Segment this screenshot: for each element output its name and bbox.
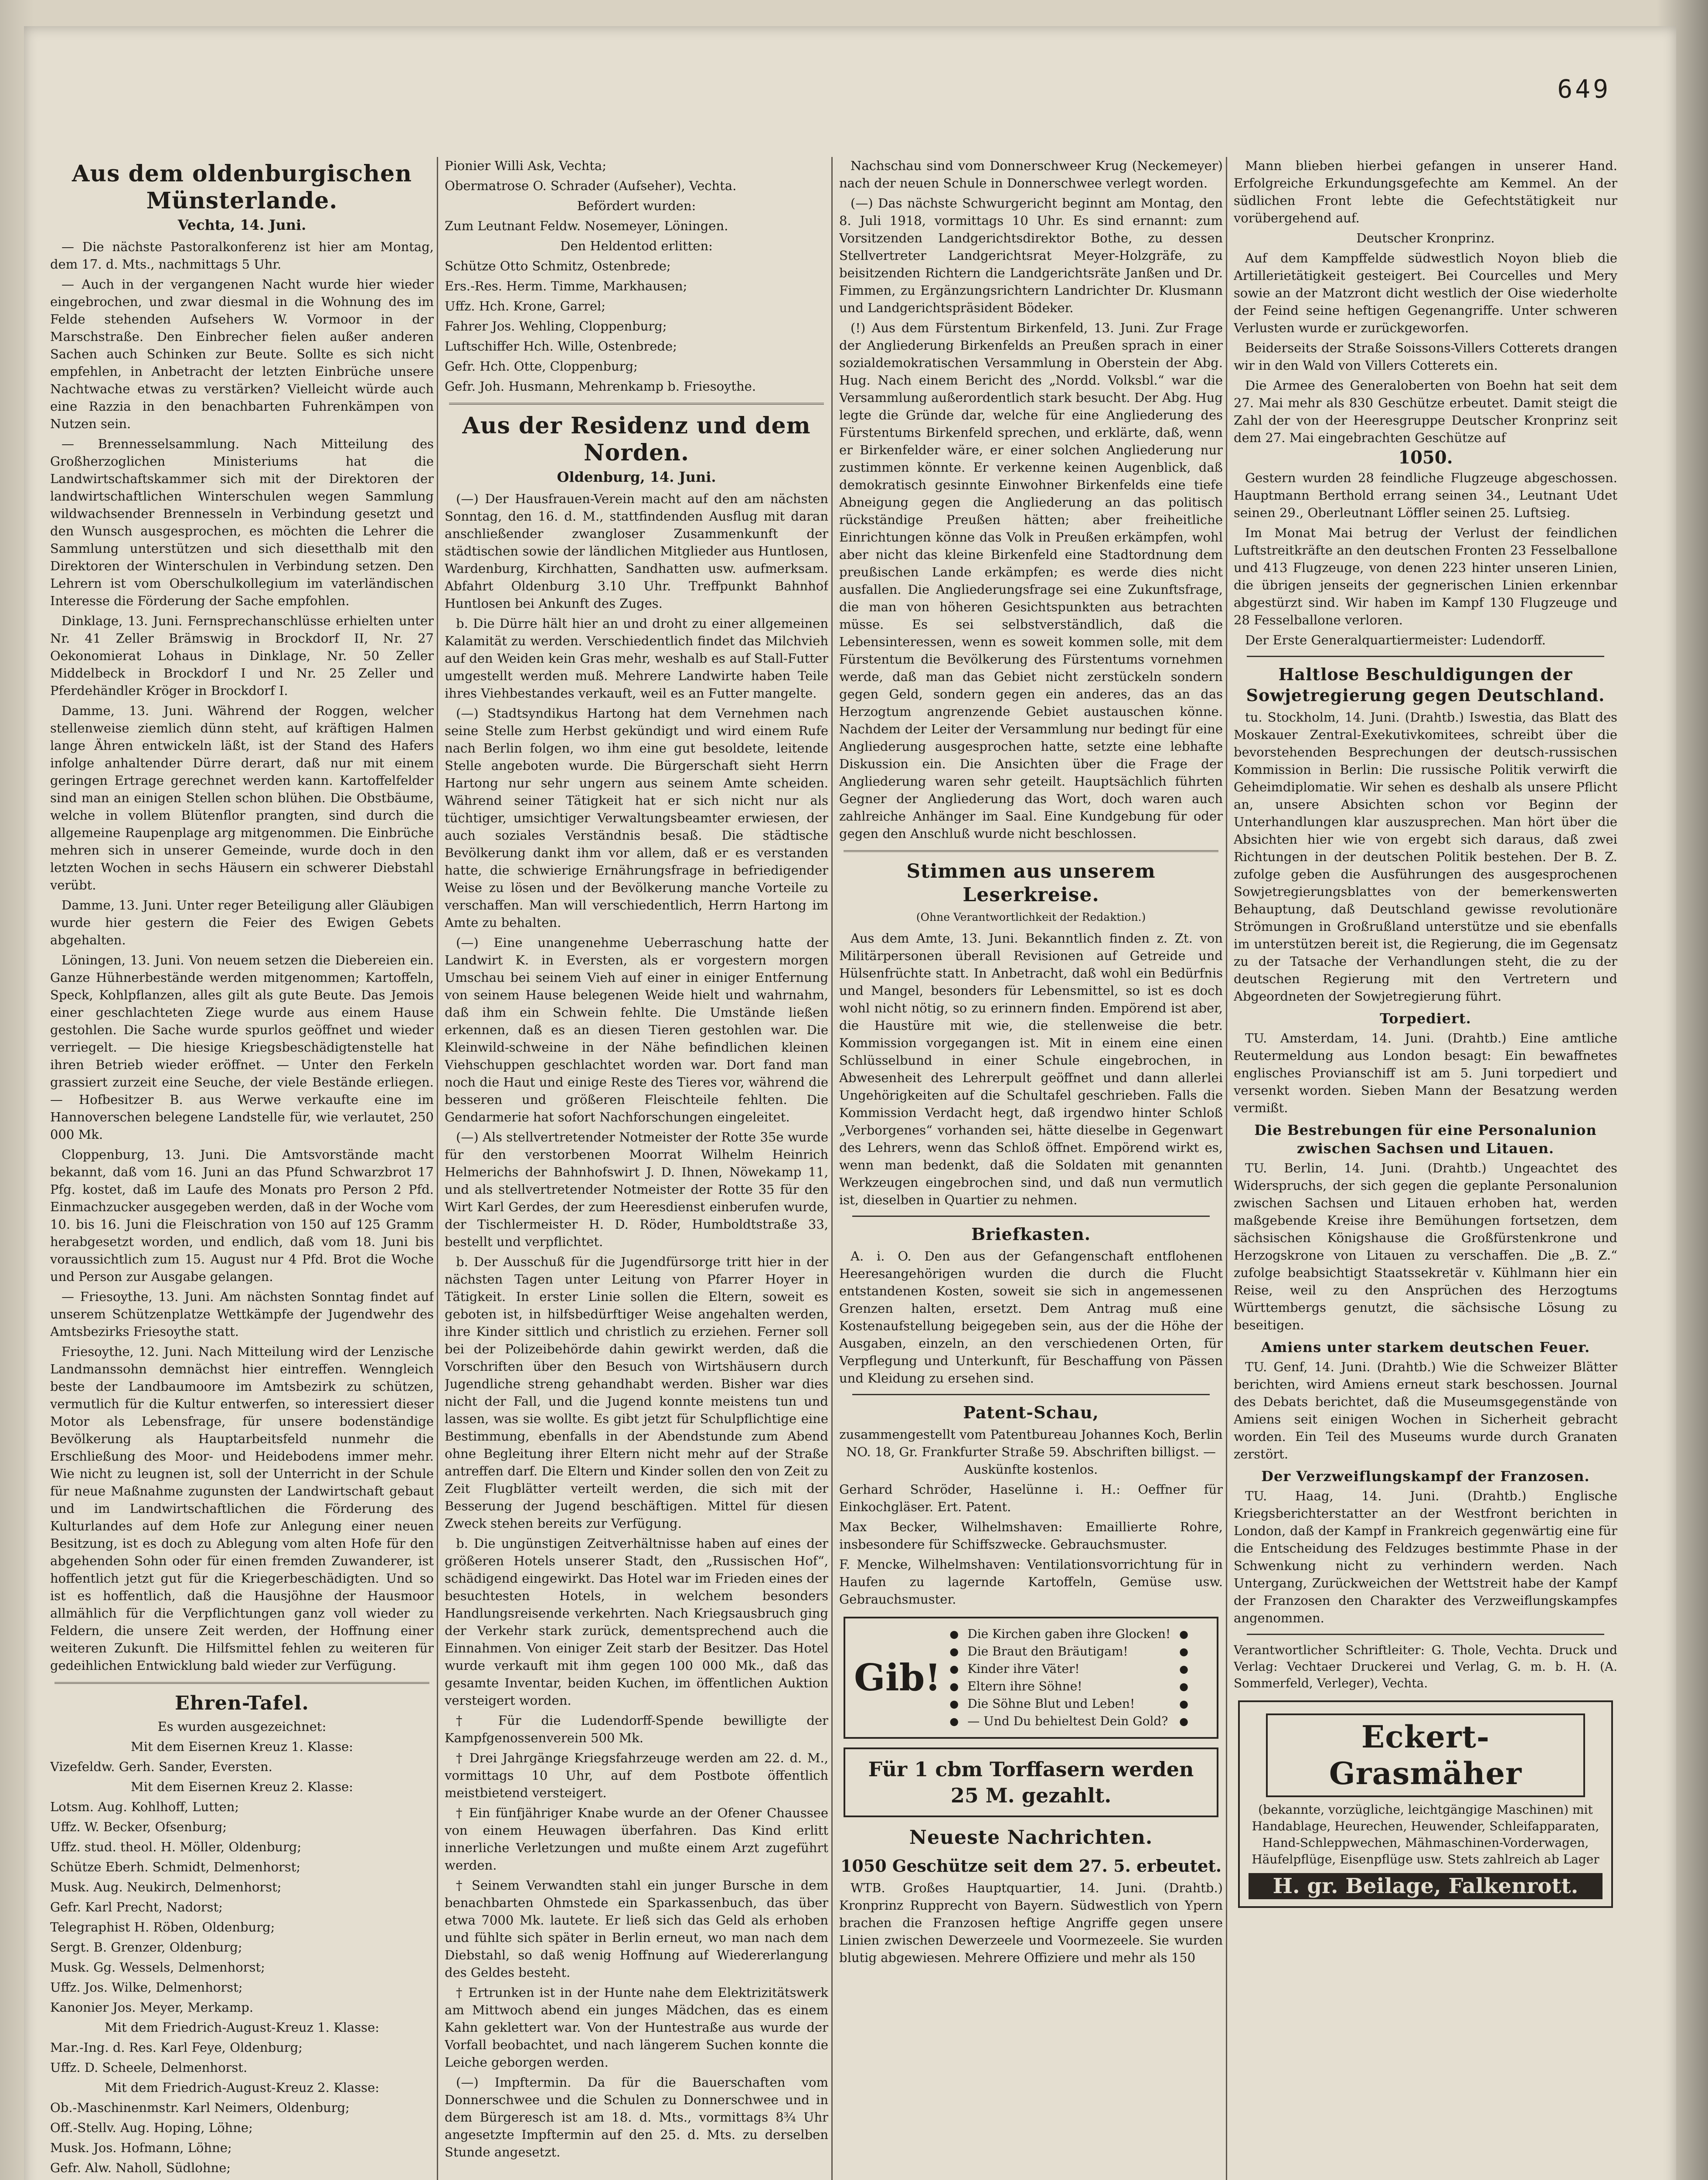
column-2 [445, 157, 828, 2180]
paragraph: Auf dem Kampffelde südwestlich Noyon blieb die Artillerietätigkeit gesteigert. Bei Courcelles und Mery sowie an der Matzront dicht westlich der Oise wiederholte der Feind seine heftigen Gegenangriffe. Unter schweren Verlusten wurde er zurückgeworfen. [1234, 251, 1617, 335]
paragraph: Mann blieben hierbei gefangen in unserer Hand. Erfolgreiche Erkundungsgefechte am Kemmel. An der südlichen Front lebte die Gefechtstätigkeit nur vorübergehend auf. [1234, 158, 1617, 225]
peat-notice: Für 1 cbm Torffasern werden 25 M. gezahlt. [844, 1747, 1218, 1817]
patent-heading: Patent-Schau, [963, 1403, 1099, 1422]
award-name: Obermatrose O. Schrader (Aufseher), Vechta. [445, 178, 737, 193]
paragraph: † Seinem Verwandten stahl ein junger Bursche in dem benachbarten Ohmstede ein Sparkassenbuch, das über etwa 7000 Mk. lautete. Er ließ sich das Geld als erhoben und fühlte sich später in Berlin erneut, wo man nach dem Diebstahl, so daß wenig Hoffnung auf Wiedererlangung des Geldes besteht. [445, 1878, 828, 1980]
impressum: Verantwortlicher Schriftleiter: G. Thole, Vechta. Druck und Verlag: Vechtaer Druckerei und Verlag, G. m. b. H. (A. Sommerfeld, Verleger), Vechta. [1234, 1643, 1617, 1690]
paragraph: TU. Berlin, 14. Juni. (Drahtb.) Ungeachtet des Widerspruchs, der sich gegen die geplante Personalunion zwischen Sachsen und Litauen erhoben hat, werden maßgebende Kreise ihre Bemühungen fortsetzen, dem sächsischen Königshause die Großfürstenkrone und Herzogskrone von Litauen zu verschaffen. Die „B. Z.“ zufolge beabsichtigt Staatssekretär v. Kühlmann hier ein Reise, weil zu den Ansprüchen des Herzogtums Württembergs genutzt, die sächsische Lösung zu beseitigen. [1234, 1161, 1617, 1332]
article-heading: Haltlose Beschuldigungen der Sowjetregierung gegen Deutschland. [1246, 664, 1605, 705]
death-title: Den Heldentod erlitten: [560, 238, 713, 253]
gib-title: Gib! [854, 1656, 941, 1699]
paragraph: Im Monat Mai betrug der Verlust der feindlichen Luftstreitkräfte an den deutschen Fronten 23 Fesselballone und 413 Flugzeuge, von denen 223 hinter unseren Linien, die übrigen jenseits der gegnerischen Linien erkennbar abgestürzt sind. Wir haben im Kampf 130 Flugzeuge und 28 Fesselballone verloren. [1234, 525, 1617, 627]
paragraph: Cloppenburg, 13. Juni. Die Amtsvorstände macht bekannt, daß vom 16. Juni an das Pfund Schwarzbrot 17 Pfg. kostet, daß im Laufe des Monats pro Person 2 Pfd. Einmachzucker ausgegeben werden, daß in der Woche vom 10. bis 16. Juni die Fleischration von 150 auf 125 Gramm herabgesetzt worden, und endlich, daß vom 18. Juni bis voraussichtlich zum 15. August nur 4 Pfd. Brot die Woche und Person zur Ausgabe gelangen. [50, 1147, 434, 1284]
paragraph: Die Armee des Generaloberten von Boehn hat seit dem 27. Mai mehr als 830 Geschütze erbeutet. Damit steigt die Zahl der von der Heeresgruppe Deutscher Kronprinz seit dem 27. Mai eingebrachten Geschütze auf [1234, 378, 1617, 445]
dateline: Vechta, 14. Juni. [177, 217, 306, 233]
ad-dealer: H. gr. Beilage, Falkenrott. [1249, 1873, 1603, 1899]
article-heading: Die Bestrebungen für eine Personalunion zwischen Sachsen und Litauen. [1254, 1122, 1597, 1157]
award-title: Mit dem Friedrich-August-Kreuz 2. Klasse: [105, 2080, 379, 2095]
award-name: Uffz. D. Scheele, Delmenhorst. [50, 2060, 248, 2075]
death-name: Fahrer Jos. Wehling, Cloppenburg; [445, 319, 667, 334]
paragraph: Beiderseits der Straße Soissons-Villers Cotterets drangen wir in den Wald von Villers Cotterets ein. [1234, 341, 1617, 373]
paragraph: (—) Das nächste Schwurgericht beginnt am Montag, den 8. Juli 1918, vormittags 10 Uhr. Es sind ernannt: zum Vorsitzenden Landgerichtsdirektor Bothe, zu dessen Stellvertreter Landgerichtsrat Meyer-Holzgräfe, zu beisitzenden Richtern die Landgerichtsräte Janßen und Dr. Fimmen, zu Ergänzungsrichtern Landrichter Dr. Klusmann und Landgerichtspräsident Bödeker. [839, 196, 1223, 315]
divider [844, 850, 1218, 852]
news-heading: Neueste Nachrichten. [909, 1826, 1153, 1849]
gib-line: Kinder ihre Väter! [967, 1662, 1080, 1676]
award-name: Sergt. B. Grenzer, Oldenburg; [50, 1940, 242, 1955]
paragraph: Nachschau sind vom Donnerschweer Krug (Neckemeyer) nach der neuen Schule in Donnerschwee verlegt worden. [839, 158, 1223, 191]
patent-entry: Max Becker, Wilhelmshaven: Emaillierte Rohre, insbesondere für Schiffszwecke. Gebrauchsmuster. [839, 1519, 1223, 1552]
paragraph: Damme, 13. Juni. Unter reger Beteiligung aller Gläubigen wurde hier gestern die Feier des Ewigen Gebets abgehalten. [50, 898, 434, 947]
ad-title: Eckert-Grasmäher [1266, 1713, 1585, 1797]
award-name: Uffz. W. Becker, Ofsenburg; [50, 1819, 227, 1834]
paragraph: (—) Als stellvertretender Notmeister der Rotte 35e wurde für den verstorbenen Moorrat Wilhelm Heinrich Helmerichs der Bahnhofswirt J. D. Ihnen, Nöwekamp 11, und als stellvertretender Notmeister der Rotte 35 für den Wirt Karl Gerdes, der zum Heeresdienst einberufen wurde, der Tischlermeister H. D. Röder, Humboldtstraße 33, bestellt und verpflichtet. [445, 1130, 828, 1249]
dot-border-icon: ● ● ● ● ● ● [1179, 1628, 1189, 1727]
award-name: Mar.-Ing. d. Res. Karl Feye, Oldenburg; [50, 2040, 303, 2055]
article-body [50, 238, 434, 1674]
divider [852, 1216, 1210, 1217]
paragraph: WTB. Großes Hauptquartier, 14. Juni. (Drahtb.) Kronprinz Rupprecht von Bayern. Südwestlich von Ypern brachen die Franzosen heftige Angriffe gegen unsere Linien zwischen Dewerzeele und Voormezeele. Sie wurden blutig abgewiesen. Mehrere Offiziere und mehr als 150 [839, 1880, 1223, 1965]
mailbox-heading: Briefkasten. [971, 1224, 1091, 1244]
advertisement [1238, 1700, 1613, 1908]
paragraph: (!) Aus dem Fürstentum Birkenfeld, 13. Juni. Zur Frage der Angliederung Birkenfelds an Preußen sprach in einer sozialdemokratischen Versammlung in Oberstein der Abg. Hug. Nach einem Bericht des „Nordd. Volksbl.“ war die Versammlung außerordentlich stark besucht. Der Abg. Hug legte die Gründe dar, welche für eine Angliederung des Fürstentums Birkenfeld sprechen, und erklärte, daß, wenn er Birkenfelder wäre, er einer solchen Angliederung nur zustimmen könnte. Er verkenne keinen Augenblick, daß demokratisch gesinnte Einwohner Birkenfelds eine tiefe Abneigung gegen die Angliederung an das politisch rückständige Preußen hätten; aber freiheitliche Einrichtungen könne das Volk in Preußen erkämpfen, wohl aber nicht das kleine Birkenfeld eine Stadtordnung dem preußischen Lande erkämpfen; es werde dies nicht ausfallen. Die Angliederungsfrage sei eine Zukunftsfrage, die man von höheren Gesichtspunkten aus betrachten müsse. Es sei selbstverständlich, daß die Lebensinteressen, wenn es soweit kommen solle, mit dem Fürstentum die Bevölkerung des Fürstentums vornehmen werde, daß man das Gebiet nicht zerstückeln sondern gegen Geld, sondern gegen ein anderes, das an das Herzogtum angrenzende Gebiet austauschen könne. Nachdem der Leiter der Versammlung nur bedingt für eine Angliederung ausgesprochen hatte, setzte eine lebhafte Diskussion ein. Die Ansichten über die Frage der Angliederung waren sehr geteilt. Hauptsächlich führten Gegner der Angliederung das Wort, doch waren auch zahlreiche Anhänger im Saal. Eine Kundgebung für oder gegen den Anschluß wurde nicht beschlossen. [839, 320, 1223, 841]
award-title: Mit dem Eisernen Kreuz 2. Klasse: [130, 1779, 354, 1794]
award-name: Schütze Eberh. Schmidt, Delmenhorst; [50, 1860, 301, 1874]
paragraph: A. i. O. Den aus der Gefangenschaft entflohenen Heeresangehörigen wurden die durch die Flucht entstandenen Kosten, soweit sie sich in angemessenen Grenzen halten, ersetzt. Dem Antrag muß eine Kostenaufstellung beigegeben sein, aus der die Höhe der Ausgaben, einzeln, an den verschiedenen Orten, für Verpflegung und Unterkunft, für Beschaffung von Pässen und Kleidung zu ersehen sind. [839, 1249, 1223, 1386]
honor-roll-intro: Es wurden ausgezeichnet: [157, 1719, 327, 1734]
paragraph: — Auch in der vergangenen Nacht wurde hier wieder eingebrochen, und zwar diesmal in die Wohnung des im Felde stehenden Aufsehers W. Vormoor in der Marschstraße. Den Einbrecher fielen außer anderen Sachen auch Schinken zur Beute. Sollte es sich nicht empfehlen, in Anbetracht der letzten Einbrüche unsere Nachtwache etwas zu verstärken? Vielleicht würde auch eine Razzia in den benachbarten Fuhrenkämpen von Nutzen sein. [50, 277, 434, 431]
award-name: Kanonier Jos. Meyer, Merkamp. [50, 2000, 254, 2015]
news-subheading: 1050 Geschütze seit dem 27. 5. erbeutet. [840, 1856, 1222, 1876]
award-name: Ob.-Maschinenmstr. Karl Neimers, Oldenburg; [50, 2100, 350, 2115]
paragraph: Aus dem Amte, 13. Juni. Bekanntlich finden z. Zt. von Militärpersonen überall Revisionen auf Getreide und Hülsenfrüchte statt. In Anbetracht, daß wohl ein Bedürfnis und Mangel, besonders für Lebensmittel, so ist es doch wohl nicht nötig, so zu erinnern finden. Empörend ist aber, die Haustüre mit wie, die stellenweise die betr. Kommission vorgegangen ist. Mit in einem eine einen Schlüsselbund in einer Schule eingebrochen, in Abwesenheit des Lehrerpult geöffnet und dann allerlei Ungehörigkeiten auf die Schultafel geschrieben. Falls die Kommission Verdacht hegt, daß irgendwo hinter Schloß „Verborgenes“ vorhanden sei, hätte dieselbe in Gegenwart des Lehrers, wenn das Schloß öffnet. Empörend wirkt es, wenn man bedenkt, daß die Soldaten mit genannten Werkzeugen eingebrochen sind, und daß nun vermutlich ist, dieselben in Quartier zu nehmen. [839, 931, 1223, 1207]
award-name: Pionier Willi Ask, Vechta; [445, 158, 606, 173]
gib-line: Die Söhne Blut und Leben! [967, 1696, 1135, 1711]
article-body [445, 490, 828, 2161]
paragraph: — Friesoythe, 13. Juni. Am nächsten Sonntag findet auf unserem Schützenplatze Wettkämpfe der Jugendwehr des Amtsbezirks Friesoythe statt. [50, 1289, 434, 1339]
paragraph: TU. Genf, 14. Juni. (Drahtb.) Wie die Schweizer Blätter berichten, wird Amiens erneut stark beschossen. Journal des Debats berichtet, daß die Museumsgegenstände von Amiens seit einigen Wochen in Sicherheit gebracht worden. Ein Teil des Museums wurde durch Granaten zerstört. [1234, 1359, 1617, 1461]
paragraph: † Ertrunken ist in der Hunte nahe dem Elektrizitätswerk am Mittwoch abend ein junges Mädchen, das es einem Kahn geklettert war. Von der Huntestraße aus wurde der Vorfall beobachtet, und nach längerem Suchen konnte die Leiche geborgen werden. [445, 1985, 828, 2070]
paragraph: (—) Stadtsyndikus Hartong hat dem Vernehmen nach seine Stelle zum Herbst gekündigt und wird einem Rufe nach Berlin folgen, wo ihm eine gut besoldete, leitende Stelle angeboten wurde. Die Bürgerschaft sieht Herrn Hartong nur sehr ungern aus seinem Amte scheiden. Während seiner Tätigkeit hat er sich nicht nur als tüchtiger, umsichtiger Verwaltungsbeamter erwiesen, der auch soziales Verständnis besaß. Die städtische Bevölkerung dankt ihm vor allem, daß er es verstanden hatte, die schwierige Ernährungsfrage in befriedigender Weise zu lösen und der Bevölkerung manche Vorteile zu verschaffen. Man will verschiedentlich, Herrn Hartong im Amte zu behalten. [445, 706, 828, 930]
promoted-title: Befördert wurden: [577, 198, 696, 213]
paragraph: — Die nächste Pastoralkonferenz ist hier am Montag, dem 17. d. Mts., nachmittags 5 Uhr. [50, 239, 434, 272]
paragraph: — Brennesselsammlung. Nach Mitteilung des Großherzoglichen Ministeriums hat die Landwirtschaftskammer sich mit der Direktoren der landwirtschaftlichen Winterschulen wegen Sammlung wildwachsender Brennesseln in Verbindung gesetzt und den Wunsch ausgesprochen, es möchten die Lehrer die Sammlung unterstützen und sich diesetthalb mit den Direktoren der Winterschulen in Verbindung setzen. Den Lehrern ist vom Oberschulkollegium im vaterländischen Interesse die Förderung der Sache empfohlen. [50, 436, 434, 608]
reader-heading: Stimmen aus unserem Leserkreise. [906, 860, 1156, 906]
award-name: Musk. Jos. Hofmann, Löhne; [50, 2140, 232, 2155]
award-name: Uffz. Jos. Wilke, Delmenhorst; [50, 1980, 243, 1995]
gib-line: — Und Du behieltest Dein Gold? [967, 1714, 1168, 1728]
gib-lines [967, 1625, 1170, 1730]
gib-appeal-box [844, 1617, 1218, 1739]
death-name: Ers.-Res. Herm. Timme, Markhausen; [445, 279, 687, 293]
paragraph: Der Erste Generalquartiermeister: Ludendorff. [1245, 633, 1546, 647]
award-name: Vizefeldw. Gerh. Sander, Eversten. [50, 1759, 272, 1774]
award-name: Musk. Gg. Wessels, Delmenhorst; [50, 1960, 265, 1975]
article-body [839, 157, 1223, 842]
column-rule [1226, 157, 1227, 2180]
article-heading: Torpediert. [1380, 1010, 1471, 1027]
divider [852, 1394, 1210, 1395]
award-name: Lotsm. Aug. Kohlhoff, Lutten; [50, 1799, 239, 1814]
award-name: Gefr. Karl Precht, Nadorst; [50, 1900, 223, 1914]
patent-intro: zusammengestellt vom Patentbureau Johannes Koch, Berlin NO. 18, Gr. Frankfurter Straße 59. Abschriften billigst. — Auskünfte kostenlos. [839, 1427, 1223, 1477]
divider [54, 1682, 429, 1684]
dot-border-icon: ● ● ● ● ● ● [949, 1628, 959, 1727]
death-name: Schütze Otto Schmitz, Ostenbrede; [445, 259, 671, 273]
honor-roll [50, 1738, 434, 2177]
paragraph: † Drei Jahrgänge Kriegsfahrzeuge werden am 22. d. M., vormittags 10 Uhr, auf dem Postbote öffentlich meistbietend versteigert. [445, 1751, 828, 1800]
gib-line: Die Braut den Bräutigam! [967, 1644, 1128, 1659]
gib-line: Eltern ihre Söhne! [967, 1679, 1082, 1693]
patent-entry: F. Mencke, Wilhelmshaven: Ventilationsvorrichtung für in Haufen zu lagernde Kartoffeln, Gemüse usw. Gebrauchsmuster. [839, 1557, 1223, 1607]
paragraph: Löningen, 13. Juni. Von neuem setzen die Diebereien ein. Ganze Hühnerbestände werden mitgenommen; Kartoffeln, Speck, Kohlpflanzen, alles gilt als gute Beute. Das Jemois einer geschlachteten Ziege wurde aus einem Hause gestohlen. Die Sache wurde spurlos geöffnet und wieder verriegelt. — Die hiesige Kriegsbeschädigtenstelle hat ihren Betrieb wieder eröffnet. — Unter den Ferkeln grassiert zurzeit eine Seuche, der viele Bestände erliegen. — Hofbesitzer B. aus Werwe verkaufte eine im Hannoverschen belegene Landstelle für, wie verlautet, 250 000 Mk. [50, 953, 434, 1142]
award-name: Telegraphist H. Röben, Oldenburg; [50, 1920, 275, 1935]
paragraph: (—) Der Hausfrauen-Verein macht auf den am nächsten Sonntag, den 16. d. M., stattfindenden Ausflug mit daran anschließender zwangloser Zusammenkunft der städtischen sowie der ländlichen Mitglieder aus Huntlosen, Wardenburg, Kirchhatten, Sandhatten usw. aufmerksam. Abfahrt Oldenburg 3.10 Uhr. Treffpunkt Bahnhof Huntlosen bei Ankunft des Zuges. [445, 491, 828, 611]
divider [449, 403, 824, 405]
article-body [1234, 157, 1617, 649]
paragraph: Damme, 13. Juni. Während der Roggen, welcher stellenweise ziemlich dünn steht, auf kräftigen Halmen lange Ähren entwickeln läßt, ist der Stand des Hafers infolge anhaltender Dürre derart, daß nur mit einem geringen Ertrage gerechnet werden kann. Kartoffelfelder sind man an einigen Stellen schon blühen. Die Obstbäume, welche in vollem Blütenflor prangten, sind durch die allgemeine Raupenplage arg mitgenommen. Die Einbrüche mehren sich in unserer Gemeinde, wurde doch in den letzten Wochen in sechs Häusern ein schwerer Diebstahl verübt. [50, 703, 434, 892]
honor-roll-continued [445, 157, 828, 395]
paragraph: Dinklage, 13. Juni. Fernsprechanschlüsse erhielten unter Nr. 41 Zeller Brämswig in Brockdorf II, Nr. 27 Oekonomierat Lohaus in Dinklage, Nr. 50 Zeller Middelbeck in Brockdorf I und Nr. 25 Zeller und Pferdehändler Kröger in Brockdorf I. [50, 613, 434, 698]
paragraph: TU. Haag, 14. Juni. (Drahtb.) Englische Kriegsberichterstatter an der Westfront berichten in London, daß der Kampf in Frankreich gegenwärtig eine für die Entscheidung des Feldzuges bestimmte Phase in der Schwenkung nicht zu verhindern werden. Nach Untergang, Zurückweichen der Wettstreit habe der Kampf der Franzosen den Charakter des Verzweiflungskampfes angenommen. [1234, 1489, 1617, 1625]
paragraph: Friesoythe, 12. Juni. Nach Mitteilung wird der Lenzische Landmanssohn demnächst hier eintreffen. Wenngleich beste der Landbaumoore im Amtsbezirk zu schützen, vermutlich für die Kultur entwerfen, so interessiert dieser Motor als Lebensfrage, für unsere bodenständige Bevölkerung als Hauptarbeitsfeld nunmehr die Erschließung des Moor- und Heidebodens immer mehr. Wie nicht zu leugnen ist, soll der Unterricht in der Schule für neue Maßnahme zugunsten der Landwirtschaft gebaut und im Landwirtschaftlichen die Förderung des Kulturlandes auf dem Hofe zur Anlegung einer neuen Besitzung, ist es doch zu Ablegung vom alten Hofe für den abgehenden Sohn oder für einen fremden Zuwanderer, ist hoffentlich jetzt gut für die Kriegerbeschädigten. Und so ist es hoffentlich, daß die Hausjöhne der Hausmoor allmählich für die Verpflichtungen ganz voll wieder zu Feldern, die unsere Zeit werden, der Hoffnung einer weiteren Zukunft. Die Hilfsmittel fehlen zu weiteren für gedeihlichen Entwicklung bald wieder zur Verfügung. [50, 1344, 434, 1673]
award-name: Off.-Stellv. Aug. Hoping, Löhne; [50, 2120, 253, 2135]
paragraph: tu. Stockholm, 14. Juni. (Drahtb.) Iswestia, das Blatt des Moskauer Zentral-Exekutivkomitees, schreibt über die bevorstehenden Besprechungen der deutsch-russischen Kommission in Berlin: Die russische Politik verwirft die Geheimdiplomatie. Wir sehen es deshalb als unsere Pflicht an, unsere Absichten schon vor Beginn der Unterhandlungen klar auszusprechen. Man hört über die Absichten hier wie von ergebt sich daraus, daß zwei Richtungen in der deutschen Politik bestehen. Der B. Z. zufolge geben die Ausführungen des ausgesprochenen Sowjetregierungsblattes von der bemerkenswerten Behauptung, daß Deutschland gewisse revolutionäre Strömungen in Großrußland unterstütze und sie ebenfalls im unterstützen bereit ist, die Regierung, die im Gegensatz zu der Tatsache der Verhandlungen steht, die zu der deutschen Regierung mit den Vertretern und Abgeordneten der Sowjetregierung führt. [1234, 710, 1617, 1004]
honor-roll-heading: Ehren-Tafel. [175, 1692, 309, 1714]
divider [1247, 1634, 1604, 1635]
article-heading: Amiens unter starkem deutschen Feuer. [1261, 1339, 1590, 1356]
death-name: Luftschiffer Hch. Wille, Ostenbrede; [445, 339, 677, 354]
article-heading: Der Verzweiflungskampf der Franzosen. [1261, 1468, 1590, 1485]
dateline: Oldenburg, 14. Juni. [557, 469, 716, 485]
section-heading: Aus der Residenz und dem Norden. [462, 412, 811, 466]
death-name: Gefr. Joh. Husmann, Mehrenkamp b. Friesoythe. [445, 379, 756, 394]
paragraph: b. Der Ausschuß für die Jugendfürsorge tritt hier in der nächsten Tagen unter Leitung von Pfarrer Hoyer in Tätigkeit. In erster Linie sollen die Eltern, soweit es geboten ist, in hilfsbedürftiger Weise angehalten werden, ihre Kinder sittlich und christlich zu erziehen. Ferner soll bei der Polizeibehörde dahin gewirkt werden, daß die Vorschriften über den Besuch von Wirtshäusern durch Jugendliche streng gehandhabt werden. Bisher war dies nicht der Fall, und die Jugend konnte meistens tun und lassen, was sie wollte. Es gibt jetzt für Schulpflichtige eine Bestimmung, ebenfalls in der Abendstunde zum Abend ohne Begleitung ihrer Eltern nicht mehr auf der Straße antreffen darf. Die Eltern und Kinder sollen den von Zeit zu Zeit Flugblätter verteilt werden, die sich mit der Besserung der Jugend beschäftigen. Mittel für diesen Zweck stehen bereits zur Verfügung. [445, 1254, 828, 1531]
column-4 [1234, 157, 1617, 2180]
promoted-name: Zum Leutnant Feldw. Nosemeyer, Löningen. [445, 218, 728, 233]
award-title: Mit dem Eisernen Kreuz 1. Klasse: [130, 1739, 354, 1754]
paragraph: † Ein fünfjähriger Knabe wurde an der Ofener Chaussee von einem Heuwagen überfahren. Das Kind erlitt innerliche Verletzungen und mußte einem Arzt zugeführt werden. [445, 1805, 828, 1873]
gib-line: Die Kirchen gaben ihre Glocken! [967, 1627, 1171, 1641]
column-rule [831, 157, 833, 2180]
death-name: Gefr. Hch. Otte, Cloppenburg; [445, 359, 638, 374]
paragraph: † Für die Ludendorff-Spende bewilligte der Kampfgenossenverein 500 Mk. [445, 1713, 828, 1745]
patent-entry: Gerhard Schröder, Haselünne i. H.: Oeffner für Einkochgläser. Ert. Patent. [839, 1482, 1223, 1514]
death-name: Uffz. Hch. Krone, Garrel; [445, 299, 606, 313]
reader-subheading: (Ohne Verantwortlichkeit der Redaktion.) [916, 911, 1146, 923]
award-name: Musk. Aug. Neukirch, Delmenhorst; [50, 1880, 282, 1894]
column-rule [437, 157, 438, 2180]
paragraph: (—) Eine unangenehme Ueberraschung hatte der Landwirt K. in Eversten, als er vorgestern morgen Umschau bei seinem Vieh auf einer in einiger Entfernung von seinem Hause belegenen Weide hielt und wahrnahm, daß ihm ein Schwein fehlte. Die Umstände ließen erkennen, daß es an diesen Tieren gestohlen war. Die Kleinwild-schweine in der Nähe befindlichen kleinen Viehschuppen geschlachtet worden war. Dort fand man noch die Haut und einige Reste des Tieres vor, während die besseren und größeren Fleischteile fehlten. Die Gendarmerie hat sofort Nachforschungen eingeleitet. [445, 935, 828, 1124]
paragraph: Gestern wurden 28 feindliche Flugzeuge abgeschossen. Hauptmann Berthold errang seinen 34., Leutnant Udet seinen 29., Oberleutnant Löffler seinen 25. Luftsieg. [1234, 470, 1617, 520]
award-title: Mit dem Friedrich-August-Kreuz 1. Klasse: [105, 2020, 379, 2035]
paragraph: (—) Impftermin. Da für die Bauerschaften vom Donnerschwee und die Schulen zu Donnerschwee und in dem Bürgeresch ist am 18. d. Mts., vormittags 8¾ Uhr angesetzte Impftermin auf den 25. d. Mts. zu derselben Stunde angesetzt. [445, 2075, 828, 2160]
paragraph: TU. Amsterdam, 14. Juni. (Drahtb.) Eine amtliche Reutermeldung aus London besagt: Ein bewaffnetes englisches Provianschiff ist am 5. Juni torpediert und versenkt worden. Sieben Mann der Besatzung werden vermißt. [1234, 1031, 1617, 1115]
paragraph: 1050. [1398, 447, 1453, 468]
page-number: 649 [1557, 74, 1611, 104]
column-3 [839, 157, 1223, 2180]
ad-text: (bekannte, vorzügliche, leichtgängige Maschinen) mit Handablage, Heurechen, Heuwender, Schleifapparaten, Hand-Schleppwechen, Mähmaschinen-Vorderwagen, Häufelpflüge, Eisenpflüge usw. Stets zahlreich ab Lager [1252, 1802, 1599, 1867]
column-1 [50, 157, 434, 2180]
award-name: Gefr. Alw. Naholl, Südlohne; [50, 2160, 231, 2175]
section-heading: Aus dem oldenburgischen Münsterlande. [71, 160, 412, 214]
divider [1247, 656, 1604, 657]
paragraph: Deutscher Kronprinz. [1356, 231, 1495, 245]
award-name: Uffz. stud. theol. H. Möller, Oldenburg; [50, 1839, 302, 1854]
paragraph: b. Die ungünstigen Zeitverhältnisse haben auf eines der größeren Hotels unserer Stadt, den „Russischen Hof“, schädigend eingewirkt. Das Hotel war im Frieden eines der besuchtesten Hotels, in welchem besonders Handlungsreisende verkehrten. Nach Kriegsausbruch ging der Verkehr stark zurück, dementsprechend auch die Einnahmen. Von einiger Zeit starb der Besitzer. Das Hotel wurde verkauft mit ihm gegen 100 000 Mk., daß das gesamte Inventar, beiden Kuchen, im öffentlichen Auktion versteigert worden. [445, 1536, 828, 1708]
paragraph: b. Die Dürre hält hier an und droht zu einer allgemeinen Kalamität zu werden. Verschiedentlich findet das Milchvieh auf den Weiden kein Gras mehr, weshalb es auf Stall-Futter umgestellt werden muß. Mehrere Landwirte haben Teile ihres Viehbestandes verkauft, weil es an Futter mangelte. [445, 616, 828, 701]
